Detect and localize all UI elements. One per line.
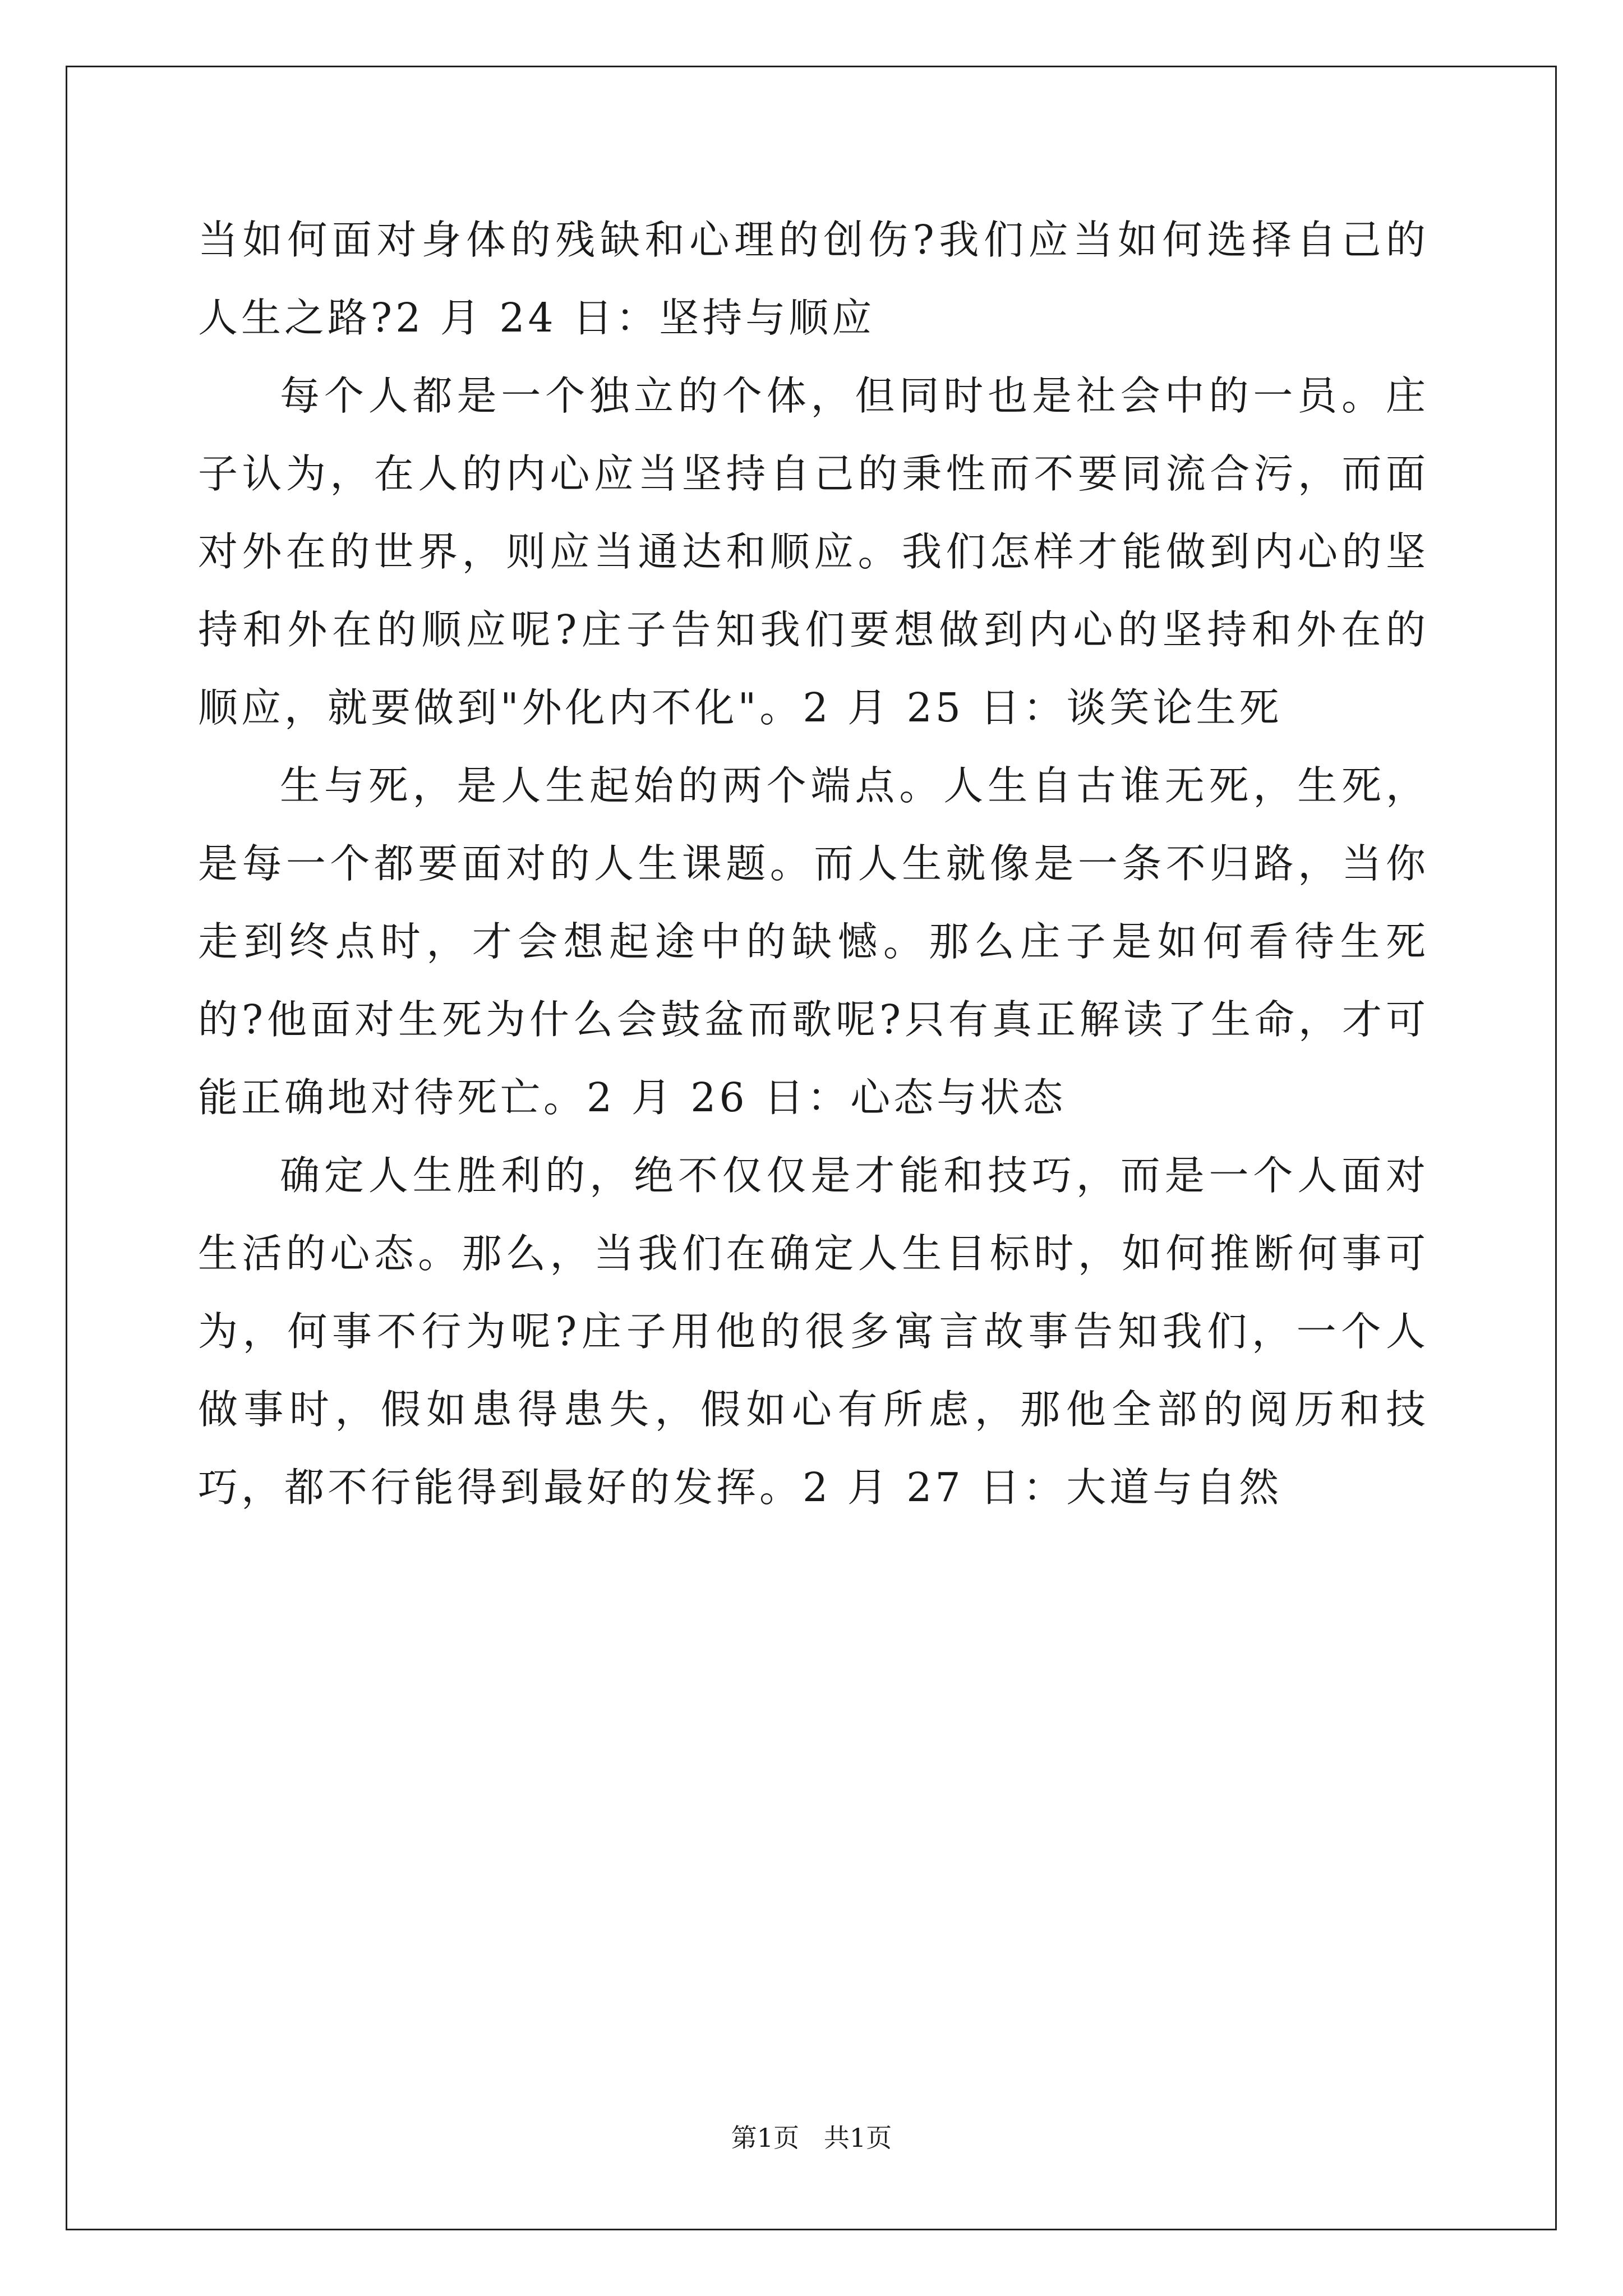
paragraph-1: 当如何面对身体的残缺和心理的创伤?我们应当如何选择自己的人生之路?2 月 24 日：坚持与顺应: [198, 217, 1429, 341]
paragraph-2: 每个人都是一个独立的个体，但同时也是社会中的一员。庄子认为，在人的内心应当坚持自己的秉性而不要同流合污，而面对外在的世界，则应当通达和顺应。我们怎样才能做到内心的坚持和外在的顺应呢?庄子告知我们要想做到内心的坚持和外在的顺应，就要做到"外化内不化"。2 月 25 日：谈笑论生死: [198, 372, 1429, 731]
paragraph-4: 确定人生胜利的，绝不仅仅是才能和技巧，而是一个人面对生活的心态。那么，当我们在确定人生目标时，如何推断何事可为，何事不行为呢?庄子用他的很多寓言故事告知我们，一个人做事时，假如患得患失，假如心有所虑，那他全部的阅历和技巧，都不行能得到最好的发挥。2 月 27 日：大道与自然: [198, 1152, 1429, 1511]
page-footer: 第1页 共1页: [731, 2123, 892, 2153]
document-body: [198, 201, 1429, 1526]
paragraph-3: 生与死，是人生起始的两个端点。人生自古谁无死，生死，是每一个都要面对的人生课题。而人生就像是一条不归路，当你走到终点时，才会想起途中的缺憾。那么庄子是如何看待生死的?他面对生死为什么会鼓盆而歌呢?只有真正解读了生命，才可能正确地对待死亡。2 月 26 日：心态与状态: [198, 762, 1429, 1121]
